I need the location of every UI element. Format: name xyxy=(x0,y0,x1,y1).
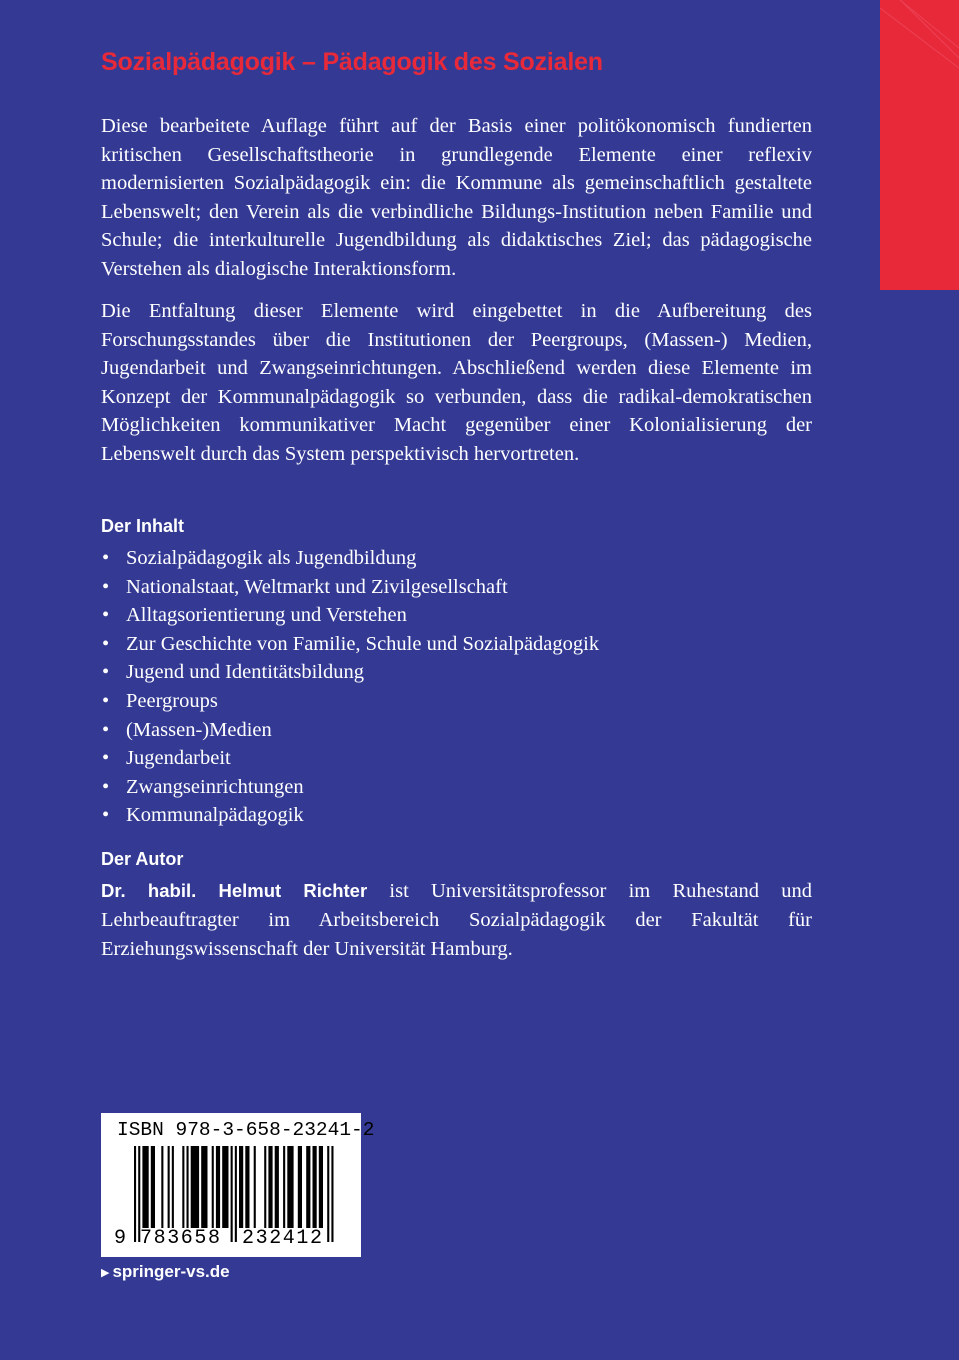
list-item xyxy=(101,801,599,830)
bullet-icon: • xyxy=(102,547,110,569)
page-title: Sozialpädagogik – Pädagogik des Sozialen xyxy=(101,48,603,76)
barcode-bar xyxy=(201,1146,207,1228)
barcode-bar xyxy=(172,1146,174,1228)
description-paragraph-2: Die Entfaltung dieser Elemente wird eingebettet in die Aufbereitung des Forschungsstandes über die Institutionen der Peergroups, (Massen-) Medien, Jugendarbeit und Zwangseinrichtungen. Abschließend werden diese Elemente im Konzept der Kommunalpädagogik so verbunden, dass die radikal-demokratischen Möglichkeiten kommunikativer Macht gegenüber einer Kolonialisierung der Lebenswelt durch das System perspektivisch hervortreten. xyxy=(101,300,812,465)
barcode-bar xyxy=(313,1146,317,1228)
ean-first-digit: 9 xyxy=(114,1227,127,1250)
barcode-guard-bar xyxy=(235,1146,237,1242)
list-item xyxy=(101,544,599,573)
barcode-bar xyxy=(275,1146,279,1228)
bullet-icon: • xyxy=(102,689,110,712)
list-item-label: Nationalstaat, Weltmarkt und Zivilgesellschaft xyxy=(126,575,508,598)
bullet-icon: • xyxy=(102,661,110,684)
list-item-label: Jugendarbeit xyxy=(126,747,231,770)
list-item-label: (Massen-)Medien xyxy=(126,718,272,741)
barcode-bar xyxy=(268,1146,272,1228)
contents-heading: Der Inhalt xyxy=(101,516,185,536)
description-paragraph-1: Diese bearbeitete Auflage führt auf der Basis einer politökonomisch fundierten kritischen Gesellschaftstheorie in grundlegende Elemente einer reflexiv modernisierten Sozialpädagogik ein: die Kommune als gemeinschaftlich gestaltete Lebenswelt; den Verein als die verbindliche Bildungs-Institution neben Familie und Schule; die interkulturelle Jugendbildung als didaktisches Ziel; das pädagogische Verstehen als dialogische Interaktionsform. xyxy=(101,115,812,280)
barcode-guard-bar xyxy=(331,1146,333,1242)
list-item-label: Kommunalpädagogik xyxy=(126,804,304,827)
list-item xyxy=(101,573,599,602)
barcode-guard-bar xyxy=(231,1146,233,1242)
list-item-label: Jugend und Identitätsbildung xyxy=(126,661,365,684)
isbn-barcode xyxy=(101,1113,375,1257)
isbn-label: ISBN 978-3-658-23241-2 xyxy=(117,1119,375,1141)
list-item xyxy=(101,630,599,659)
list-item-label: Sozialpädagogik als Jugendbildung xyxy=(126,547,417,569)
list-item xyxy=(101,687,599,716)
bullet-icon: • xyxy=(102,632,110,655)
list-item xyxy=(101,773,599,802)
list-item xyxy=(101,658,599,687)
barcode-bar xyxy=(319,1146,323,1228)
barcode-bar xyxy=(182,1146,184,1228)
author-name: Dr. habil. Helmut Richter xyxy=(101,880,368,901)
barcode-bar xyxy=(191,1146,199,1228)
barcode-bar xyxy=(187,1146,189,1228)
bullet-icon: • xyxy=(102,775,110,798)
list-item xyxy=(101,744,599,773)
list-item-label: Alltagsorientierung und Verstehen xyxy=(126,604,407,627)
barcode-bar xyxy=(306,1146,310,1228)
contents-list xyxy=(101,544,599,830)
list-item xyxy=(101,601,599,630)
publisher-link[interactable] xyxy=(101,1262,230,1282)
barcode-bar xyxy=(283,1146,285,1228)
barcode-bar xyxy=(298,1146,302,1228)
bullet-icon: • xyxy=(102,747,110,770)
bullet-icon: • xyxy=(102,575,110,598)
barcode-bar xyxy=(264,1146,266,1228)
barcode-bar xyxy=(212,1146,214,1228)
author-bio-text: ist Universitätsprofessor im Ruhestand und Lehrbeauftragter im Arbeitsbereich Sozialpädagogik der Fakultät für Erziehungswissenschaft der Universität Hamburg. xyxy=(101,880,812,960)
bullet-icon: • xyxy=(102,804,110,827)
ean-right-digits: 232412 xyxy=(242,1227,324,1250)
bullet-icon: • xyxy=(102,604,110,627)
author-heading: Der Autor xyxy=(101,849,184,869)
author-bio xyxy=(101,876,812,964)
barcode-bar xyxy=(161,1146,163,1228)
list-item-label: Peergroups xyxy=(126,689,218,712)
barcode-bar xyxy=(287,1146,293,1228)
barcode-bar xyxy=(216,1146,220,1228)
barcode-bar xyxy=(151,1146,155,1228)
list-item xyxy=(101,716,599,745)
barcode-bar xyxy=(142,1146,148,1228)
red-bar-stripes xyxy=(880,0,959,290)
list-item-label: Zwangseinrichtungen xyxy=(126,775,304,798)
publisher-url: springer-vs.de xyxy=(112,1262,230,1281)
list-item-label: Zur Geschichte von Familie, Schule und Sozialpädagogik xyxy=(126,632,600,655)
barcode-bar xyxy=(254,1146,256,1228)
bullet-icon: • xyxy=(102,718,110,741)
play-arrow-icon: ▶ xyxy=(101,1266,110,1279)
barcode-bar xyxy=(245,1146,249,1228)
barcode-bar xyxy=(239,1146,243,1228)
barcode-guard-bar xyxy=(327,1146,329,1242)
ean-left-digits: 783658 xyxy=(140,1227,222,1250)
barcode-guard-bar xyxy=(134,1146,136,1242)
barcode-bar xyxy=(168,1146,170,1228)
red-accent-bar xyxy=(880,0,959,290)
barcode-bar xyxy=(222,1146,228,1228)
